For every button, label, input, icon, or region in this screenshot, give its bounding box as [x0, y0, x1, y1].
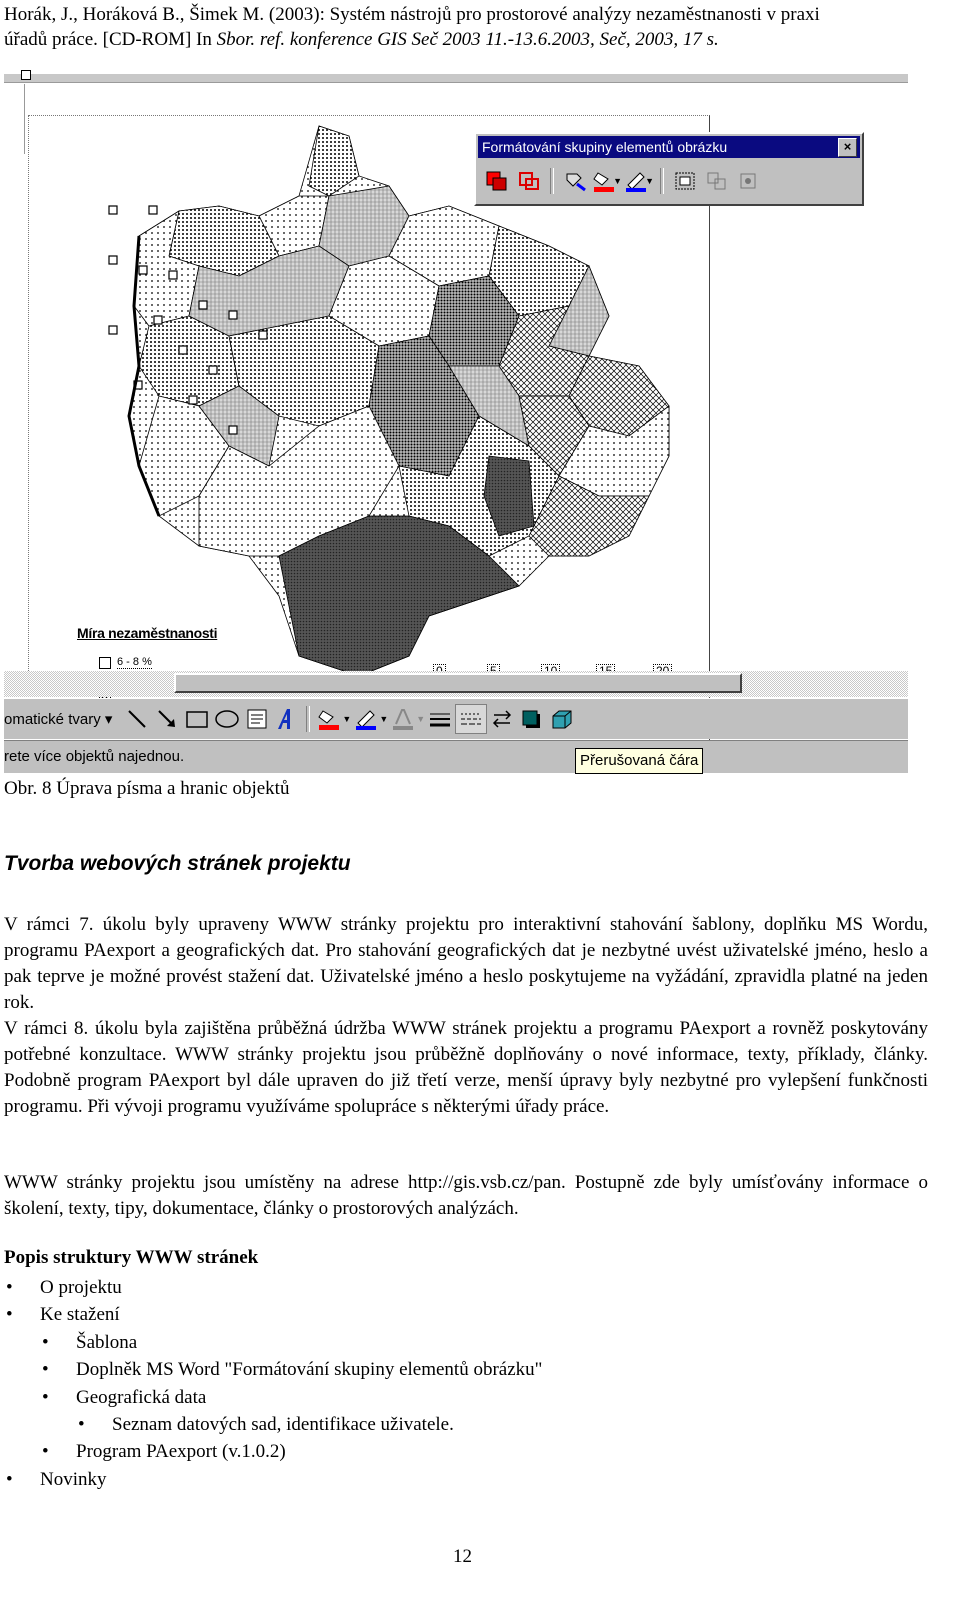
- status-text: rete více objektů najednou.: [4, 748, 185, 765]
- bullet: •: [6, 1468, 13, 1490]
- dash-style-icon: [459, 708, 483, 730]
- header-line-2: [4, 27, 956, 52]
- drawing-toolbar: [4, 698, 908, 739]
- list-item: [4, 1438, 904, 1465]
- 3d-icon: [550, 708, 574, 730]
- status-bar: [4, 740, 908, 773]
- figure-screenshot: [4, 70, 908, 798]
- floating-toolbar-title-text: Formátování skupiny elementů obrázku: [482, 139, 728, 155]
- format-painter-icon: [563, 170, 587, 192]
- legend-item: [99, 655, 152, 670]
- list-item: [4, 1301, 904, 1328]
- line-color-draw-button[interactable]: [351, 705, 381, 733]
- floating-toolbar-title[interactable]: [478, 136, 860, 158]
- line-color-button[interactable]: [624, 167, 654, 195]
- toolbar-separator: [306, 706, 310, 732]
- floating-toolbar[interactable]: [474, 132, 864, 206]
- scrollbar-thumb[interactable]: [174, 673, 742, 693]
- textbox-tool-button[interactable]: [242, 705, 272, 733]
- paragraph-2-text: V rámci 8. úkolu byla zajištěna průběžná údržba WWW stránek projektu a programu PAexport a rovněž poskytovány potřebné konzultace. WWW stránky projektu jsou průběžně doplňovány o nové informace, texty, příklady, články. Podobně program PAexport byl dále upraven do již třetí verze, menší úpravy byly nezbytné pro vylepšení funkčnosti programu. Při vývoji programu využíváme spolupráce s některými úřady práce.: [4, 1018, 928, 1117]
- ellipse-tool-button[interactable]: [212, 705, 242, 733]
- bullet: •: [42, 1441, 49, 1463]
- paragraph-1: [4, 912, 928, 1016]
- close-button[interactable]: [838, 138, 857, 157]
- chevron-down-icon[interactable]: ▼: [645, 176, 654, 186]
- paragraph-2: [4, 1016, 928, 1120]
- horizontal-scrollbar[interactable]: [4, 671, 908, 697]
- rotate-icon: [737, 170, 761, 192]
- list-item-label: Program PAexport (v.1.0.2): [76, 1441, 286, 1463]
- structure-title: Popis struktury WWW stránek: [4, 1247, 259, 1268]
- horizontal-ruler[interactable]: [4, 74, 908, 83]
- arrow-icon: [156, 708, 178, 730]
- header-line-2-italic: Sbor. ref. konference GIS Seč 2003 11.-13.6.2003, Seč, 2003, 17 s.: [216, 29, 719, 50]
- list-item: [4, 1329, 904, 1356]
- ungroup-icon: [517, 170, 541, 192]
- line-color-icon: [624, 169, 647, 193]
- font-color-button[interactable]: [388, 705, 418, 733]
- ellipse-icon: [214, 708, 240, 730]
- close-icon: ×: [843, 139, 852, 154]
- list-item: [4, 1384, 904, 1411]
- document-page[interactable]: [28, 115, 710, 761]
- bullet: •: [78, 1414, 85, 1436]
- toolbar-separator: [550, 168, 554, 194]
- wordart-tool-button[interactable]: [272, 705, 302, 733]
- tooltip: Přerušovaná čára: [575, 748, 703, 774]
- list-item: [4, 1274, 904, 1301]
- floating-toolbar-buttons: [482, 164, 856, 198]
- line-color-icon: [354, 707, 378, 731]
- distribute-icon: [705, 170, 729, 192]
- chevron-down-icon[interactable]: ▼: [379, 714, 389, 724]
- line-tool-button[interactable]: [122, 705, 152, 733]
- list-item-label: Doplněk MS Word "Formátování skupiny elementů obrázku": [76, 1359, 543, 1381]
- bullet: •: [6, 1304, 13, 1326]
- align-button[interactable]: [670, 167, 700, 195]
- textbox-icon: [246, 708, 268, 730]
- list-item-label: Ke stažení: [40, 1304, 120, 1326]
- fill-color-button[interactable]: [592, 167, 622, 195]
- bullet: •: [6, 1277, 13, 1298]
- arrow-style-button[interactable]: [487, 705, 517, 733]
- header-line-2-text: úřadů práce. [CD-ROM] In: [4, 29, 217, 50]
- line-icon: [126, 708, 148, 730]
- bullet: •: [42, 1386, 49, 1408]
- ungroup-button[interactable]: [514, 167, 544, 195]
- header-line-1: Horák, J., Horáková B., Šimek M. (2003): Systém nástrojů pro prostorové analýzy nezaměstnanosti v praxi: [4, 4, 820, 25]
- toolbar-separator: [660, 168, 664, 194]
- arrow-style-icon: [490, 708, 514, 730]
- list-item-label: O projektu: [40, 1277, 122, 1298]
- line-style-icon: [428, 708, 452, 730]
- 3d-button[interactable]: [547, 705, 577, 733]
- format-painter-button[interactable]: [560, 167, 590, 195]
- dash-style-button[interactable]: [455, 704, 487, 734]
- page-number: 12: [453, 1546, 472, 1567]
- list-item: [4, 1466, 904, 1493]
- legend-swatch: [99, 657, 111, 669]
- page-margin-line: [24, 84, 25, 154]
- fill-color-icon: [317, 707, 341, 731]
- arrow-tool-button[interactable]: [152, 705, 182, 733]
- site-structure-list: [4, 1274, 904, 1493]
- paragraph-3-text: WWW stránky projektu jsou umístěny na adrese http://gis.vsb.cz/pan. Postupně zde byly umísťovány informace o školení, texty, tipy, dokumentace, články o prostorových analýzách.: [4, 1172, 928, 1219]
- distribute-button[interactable]: [702, 167, 732, 195]
- autoshapes-menu[interactable]: omatické tvary ▾: [4, 711, 113, 728]
- list-item-label: Geografická data: [76, 1386, 207, 1408]
- group-icon: [485, 170, 509, 192]
- paragraph-1-text: V rámci 7. úkolu byly upraveny WWW stránky projektu pro interaktivní stahování šablony, doplňku MS Wordu, programu PAexport a geografických dat. Pro stahování geografických dat je nezbytné uvést uživatelské jméno, heslo a pak teprve je možné provést stažení dat. Uživatelské jméno a heslo poskytujeme na vyžádání, zpravidla platné na jeden rok.: [4, 914, 928, 1013]
- section-title: Tvorba webových stránek projektu: [4, 852, 351, 875]
- bullet: •: [42, 1331, 49, 1353]
- align-icon: [673, 170, 697, 192]
- figure-caption: Obr. 8 Úprava písma a hranic objektů: [4, 778, 290, 799]
- rectangle-tool-button[interactable]: [182, 705, 212, 733]
- fill-color-icon: [592, 169, 615, 193]
- line-style-button[interactable]: [425, 705, 455, 733]
- shadow-button[interactable]: [517, 705, 547, 733]
- list-item: [4, 1356, 904, 1383]
- font-color-icon: [391, 707, 415, 731]
- ruler-marker[interactable]: [21, 70, 31, 80]
- fill-color-draw-button[interactable]: [314, 705, 344, 733]
- chevron-down-icon[interactable]: ▼: [342, 714, 352, 724]
- rotate-button[interactable]: [734, 167, 764, 195]
- chevron-down-icon[interactable]: ▼: [416, 714, 426, 724]
- list-item-label: Šablona: [76, 1331, 138, 1353]
- shadow-icon: [520, 708, 544, 730]
- list-item-label: Novinky: [40, 1468, 107, 1490]
- document-header: [4, 2, 956, 52]
- chevron-down-icon[interactable]: ▼: [613, 176, 622, 186]
- wordart-icon: [275, 707, 299, 731]
- bullet: •: [42, 1359, 49, 1381]
- rectangle-icon: [185, 708, 209, 730]
- legend-label: 6 - 8 %: [117, 656, 152, 668]
- list-item: [4, 1411, 904, 1438]
- group-button[interactable]: [482, 167, 512, 195]
- list-item-label: Seznam datových sad, identifikace uživatele.: [112, 1414, 454, 1436]
- legend-title: Míra nezaměstnanosti: [77, 625, 218, 641]
- paragraph-3: [4, 1170, 928, 1222]
